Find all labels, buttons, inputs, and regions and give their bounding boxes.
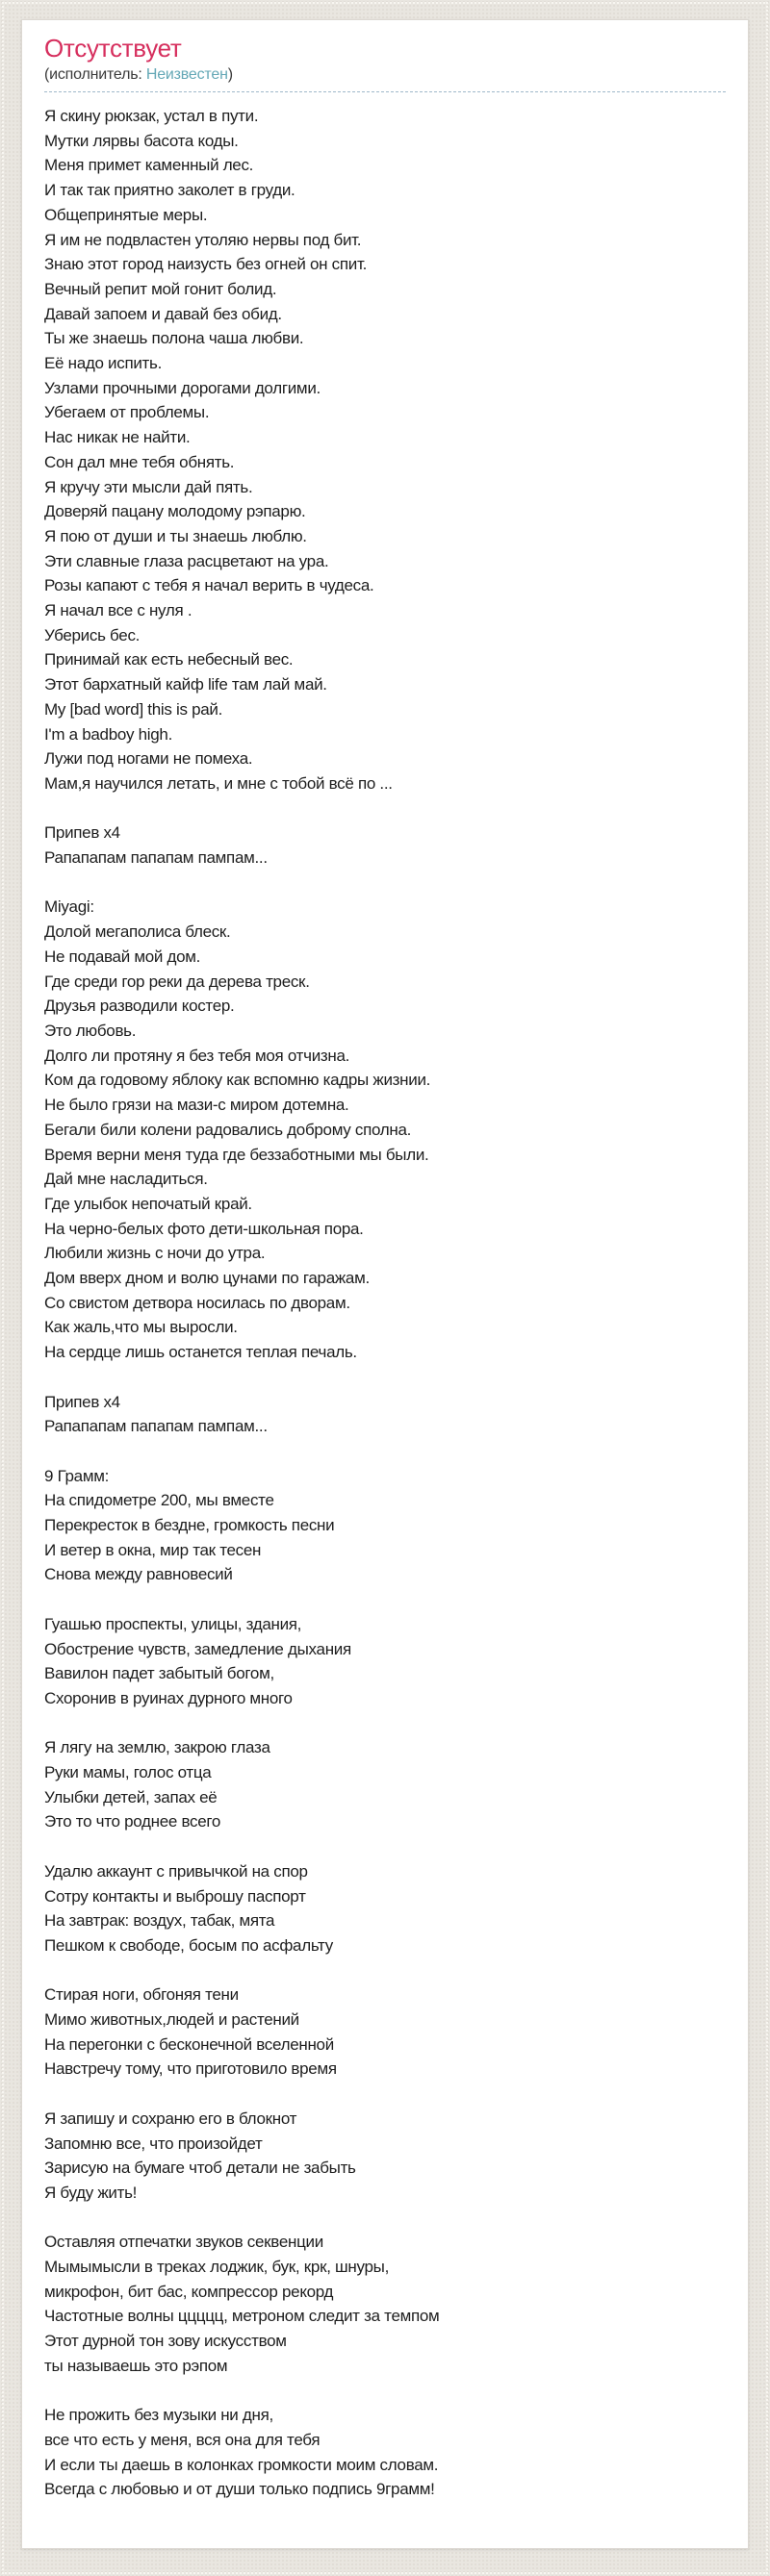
- lyric-line: Припев x4: [44, 823, 120, 843]
- lyric-line: [44, 2206, 726, 2231]
- lyric-line: Сотру контакты и выброшу паспорт: [44, 1886, 306, 1906]
- lyric-line: [44, 871, 726, 896]
- lyric-line: Розы капают с тебя я начал верить в чудеса.: [44, 576, 374, 595]
- lyric-line: Я скину рюкзак, устал в пути.: [44, 107, 259, 125]
- lyric-line: I'm a badboy high.: [44, 724, 172, 744]
- lyric-line: Рапапапам папапам пампам...: [44, 1417, 268, 1436]
- lyrics: [44, 104, 726, 2502]
- lyric-line: Принимай как есть небесный вес.: [44, 650, 294, 669]
- lyric-line: Miyagi:: [44, 897, 94, 917]
- lyric-line: Улыбки детей, запах её: [44, 1787, 218, 1806]
- lyric-line: Припев x4: [44, 1392, 120, 1411]
- lyric-line: Я буду жить!: [44, 2183, 138, 2202]
- lyric-line: Знаю этот город наизусть без огней он спит.: [44, 255, 368, 274]
- lyric-line: Навстречу тому, что приготовило время: [44, 2059, 337, 2079]
- lyric-line: [44, 2379, 726, 2404]
- lyric-line: Схоронив в руинах дурного много: [44, 1688, 293, 1707]
- lyric-line: Перекресток в бездне, громкость песни: [44, 1516, 335, 1535]
- lyric-line: Вавилон падет забытый богом,: [44, 1664, 274, 1683]
- lyric-line: [44, 1958, 726, 1983]
- lyric-line: [44, 2082, 726, 2107]
- lyric-line: Я начал все с нуля .: [44, 601, 192, 620]
- lyric-line: Нас никак не найти.: [44, 428, 191, 447]
- artist-link[interactable]: Неизвестен: [145, 66, 228, 83]
- lyric-line: Всегда с любовью и от души только подпись 9грамм!: [44, 2480, 435, 2499]
- lyric-line: Давай запоем и давай без обид.: [44, 304, 282, 323]
- lyric-line: Мутки лярвы басота коды.: [44, 131, 239, 150]
- lyric-line: Удалю аккаунт с привычкой на спор: [44, 1861, 308, 1881]
- lyric-line: Я лягу на землю, закрою глаза: [44, 1738, 270, 1757]
- lyric-line: Ты же знаешь полона чаша любви.: [44, 329, 304, 348]
- lyric-line: Пешком к свободе, босым по асфальту: [44, 1935, 333, 1955]
- lyric-line: Не было грязи на мази-с миром дотемна.: [44, 1096, 349, 1115]
- lyric-line: На завтрак: воздух, табак, мята: [44, 1911, 275, 1931]
- lyric-line: Это любовь.: [44, 1021, 137, 1040]
- lyric-line: [44, 1365, 726, 1390]
- lyric-line: Бегали били колени радовались доброму сполна.: [44, 1120, 412, 1139]
- lyric-line: Это то что роднее всего: [44, 1812, 221, 1831]
- lyric-line: 9 Грамм:: [44, 1466, 110, 1485]
- lyric-line: На спидометре 200, мы вместе: [44, 1491, 274, 1510]
- lyric-line: ты называешь это рэпом: [44, 2356, 228, 2375]
- lyric-line: все что есть у меня, вся она для тебя: [44, 2430, 321, 2449]
- lyric-line: И если ты даешь в колонках громкости моим словам.: [44, 2455, 439, 2474]
- lyric-line: Как жаль,что мы выросли.: [44, 1318, 238, 1337]
- song-title: Отсутствует: [44, 34, 182, 63]
- artist-label: (исполнитель:: [44, 66, 146, 83]
- lyric-line: Дай мне насладиться.: [44, 1170, 208, 1189]
- artist-line: [44, 65, 726, 85]
- lyric-line: Уберись бес.: [44, 625, 141, 644]
- lyric-line: Где среди гор реки да дерева треск.: [44, 972, 310, 991]
- lyric-line: Доверяй пацану молодому рэпарю.: [44, 502, 306, 521]
- lyric-line: Руки мамы, голос отца: [44, 1763, 212, 1782]
- lyric-line: Оставляя отпечатки звуков секвенции: [44, 2233, 323, 2252]
- lyric-line: Мам,я научился летать, и мне с тобой всё по ...: [44, 773, 393, 793]
- lyric-line: Этот бархатный кайф life там лай май.: [44, 675, 327, 695]
- lyric-line: Долго ли протяну я без тебя моя отчизна.: [44, 1046, 350, 1065]
- lyric-line: Меня примет каменный лес.: [44, 156, 254, 175]
- lyric-line: Частотные волны ццццц, метроном следит за темпом: [44, 2307, 440, 2326]
- lyric-line: Я кручу эти мысли дай пять.: [44, 477, 253, 496]
- lyric-line: Ком да годовому яблоку как вспомню кадры жизнии.: [44, 1071, 431, 1090]
- lyric-line: Снова между равновесий: [44, 1565, 233, 1584]
- lyric-line: Запомню все, что произойдет: [44, 2134, 263, 2153]
- lyric-line: Долой мегаполиса блеск.: [44, 922, 231, 942]
- lyric-line: Со свистом детвора носилась по дворам.: [44, 1293, 350, 1312]
- lyric-line: Не прожить без музыки ни дня,: [44, 2406, 273, 2425]
- lyric-line: Этот дурной тон зову искусством: [44, 2332, 287, 2351]
- lyric-line: Зарисую на бумаге чтоб детали не забыть: [44, 2159, 356, 2178]
- lyric-line: [44, 1587, 726, 1612]
- lyric-line: Друзья разводили костер.: [44, 997, 235, 1016]
- lyric-line: Любили жизнь с ночи до утра.: [44, 1244, 266, 1263]
- lyric-line: На черно-белых фото дети-школьная пора.: [44, 1219, 364, 1238]
- lyric-line: Рапапапам папапам пампам...: [44, 848, 268, 868]
- lyric-line: Лужи под ногами не помеха.: [44, 749, 253, 769]
- lyric-line: Вечный репит мой гонит болид.: [44, 279, 277, 298]
- lyric-line: Не подавай мой дом.: [44, 947, 201, 966]
- lyric-line: И так так приятно заколет в груди.: [44, 181, 295, 200]
- lyric-line: My [bad word] this is рай.: [44, 699, 222, 719]
- lyric-line: [44, 796, 726, 821]
- lyric-line: Стирая ноги, обгоняя тени: [44, 1985, 239, 2005]
- content-card: [21, 19, 749, 2549]
- lyric-line: Я запишу и сохраню его в блокнот: [44, 2109, 297, 2128]
- lyric-line: Я им не подвластен утоляю нервы под бит.: [44, 230, 362, 249]
- lyric-line: Сон дал мне тебя обнять.: [44, 452, 235, 471]
- lyric-line: И ветер в окна, мир так тесен: [44, 1540, 262, 1559]
- lyric-line: Её надо испить.: [44, 354, 163, 373]
- artist-suffix: ): [227, 66, 233, 83]
- lyric-line: Где улыбок непочатый край.: [44, 1194, 252, 1213]
- lyric-line: Время верни меня туда где беззаботными мы были.: [44, 1145, 429, 1164]
- lyric-line: Мымымысли в треках лоджик, бук, крк, шнуры,: [44, 2258, 389, 2277]
- lyric-line: Убегаем от проблемы.: [44, 403, 210, 422]
- lyric-line: [44, 1834, 726, 1859]
- lyric-line: Мимо животных,людей и растений: [44, 2010, 299, 2030]
- lyric-line: микрофон, бит бас, компрессор рекорд: [44, 2282, 334, 2301]
- lyric-line: Гуашью проспекты, улицы, здания,: [44, 1614, 302, 1633]
- lyric-line: Обострение чувств, замедление дыхания: [44, 1639, 351, 1658]
- lyric-line: Я пою от души и ты знаешь люблю.: [44, 526, 307, 545]
- lyric-line: Узлами прочными дорогами долгими.: [44, 378, 321, 397]
- lyric-line: Эти славные глаза расцветают на ура.: [44, 551, 329, 570]
- header-separator: [44, 91, 726, 92]
- lyric-line: [44, 1439, 726, 1464]
- lyric-line: Дом вверх дном и волю цунами по гаражам.: [44, 1269, 370, 1288]
- lyric-line: [44, 1711, 726, 1736]
- lyric-line: На сердце лишь останется теплая печаль.: [44, 1343, 357, 1362]
- lyric-line: Общепринятые меры.: [44, 205, 208, 224]
- lyric-line: На перегонки с бесконечной вселенной: [44, 2034, 334, 2054]
